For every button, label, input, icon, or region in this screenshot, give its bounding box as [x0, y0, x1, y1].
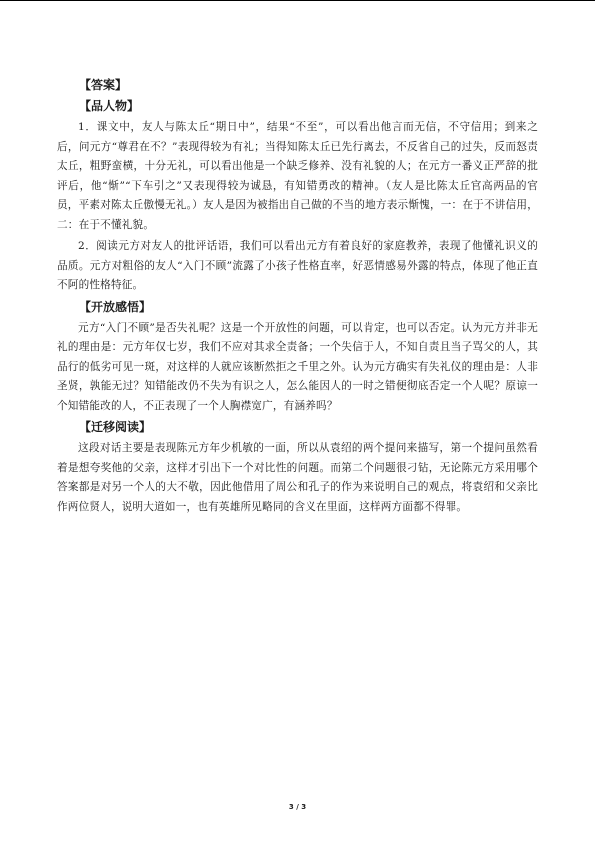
- heading-answer: 【答案】: [79, 78, 128, 92]
- heading-reflection: 【开放感悟】: [79, 299, 152, 314]
- paragraph-character-2: 2．阅读元方对友人的批评话语，我们可以看出元方有着良好的家庭教养，表现了他懂礼识义的品质。元方对粗俗的友人“入门不顾”流露了小孩子性格直率，好恶情感易外露的特点，体现了他正直不阿的性格特征。: [57, 240, 538, 291]
- page-number: 3 / 3: [288, 803, 307, 811]
- paragraph-reflection: 元方“入门不顾”是否失礼呢？这是一个开放性的问题，可以肯定，也可以否定。认为元方并非无礼的理由是：元方年仅七岁，我们不应对其求全责备；一个失信于人，不知自责且当子骂父的人，其品行的低劣可见一斑，对这样的人就应该断然拒之千里之外。认为元方确实有失礼仪的理由是：人非圣贤，孰能无过？知错能改仍不失为有识之人，怎么能因人的一时之错便彻底否定一个人呢？原谅一个知错能改的人，不正表现了一个人胸襟宽广，有涵养吗？: [57, 321, 538, 412]
- header-rule: [0, 0, 595, 1]
- heading-transfer: 【迁移阅读】: [79, 420, 152, 434]
- document-body: [57, 76, 538, 519]
- paragraph-character-1: 1．课文中，友人与陈太丘“期日中”，结果“不至”，可以看出他言而无信，不守信用；到来之后，问元方“尊君在不？”表现得较为有礼；当得知陈太丘已先行离去，不反省自己的过失，反而怒责太丘，粗野蛮横，十分无礼，可以看出他是一个缺乏修养、没有礼貌的人；在元方一番义正严辞的批评后，他“惭”“下车引之”又表现得较为诚恳，有知错勇改的精神。（友人是比陈太丘官高两品的官员，平素对陈太丘傲慢无礼。）友人是因为被指出自己做的不当的地方表示惭愧，一：在于不讲信用，二：在于不懂礼貌。: [57, 121, 538, 231]
- paragraph-transfer: 这段对话主要是表现陈元方年少机敏的一面，所以从袁绍的两个提问来描写，第一个提问虽然看着是想夸奖他的父亲，这样才引出下一个对比性的问题。而第二个问题很刁钻，无论陈元方采用哪个答案都是对另一个人的大不敬，因此他借用了周公和孔子的作为来说明自己的观点，将袁绍和父亲比作两位贤人，说明大道如一，也有英雄所见略同的含义在里面，这样两方面都不得罪。: [57, 442, 538, 513]
- heading-character: 【品人物】: [79, 99, 140, 113]
